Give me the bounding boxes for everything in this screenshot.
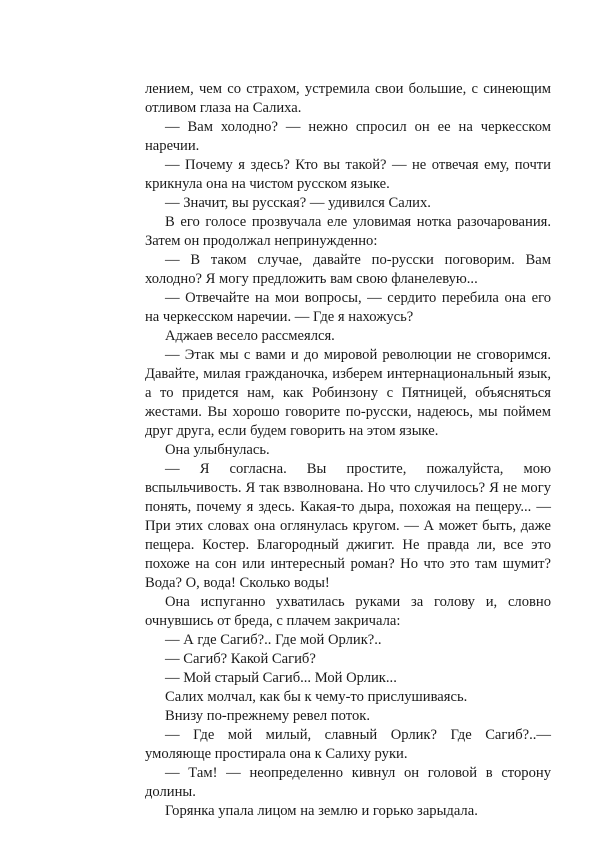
- paragraph: — В таком случае, давайте по-русски поговорим. Вам холодно? Я могу предложить вам свою фланелевую...: [145, 252, 551, 287]
- paragraph: — Сагиб? Какой Сагиб?: [165, 651, 316, 667]
- paragraph: Салих молчал, как бы к чему-то прислушиваясь.: [165, 689, 468, 705]
- body-text: [145, 80, 551, 821]
- paragraph: — Этак мы с вами и до мировой революции не сговоримся. Давайте, милая гражданочка, изберем интернациональный язык, а то придется нам, как Робинзону с Пятницей, объясняться жестами. Вы хорошо говорите по-русски, надеюсь, мы поймем друг друга, если будем говорить на этом языке.: [145, 347, 551, 439]
- paragraph: — Мой старый Сагиб... Мой Орлик...: [165, 670, 397, 686]
- paragraph: Она улыбнулась.: [165, 442, 270, 458]
- paragraph: — Значит, вы русская? — удивился Салих.: [165, 195, 431, 211]
- paragraph: Внизу по-прежнему ревел поток.: [165, 708, 370, 724]
- paragraph: — Почему я здесь? Кто вы такой? — не отвечая ему, почти крикнула она на чистом русском языке.: [145, 157, 551, 192]
- paragraph: — Вам холодно? — нежно спросил он ее на черкесском наречии.: [145, 119, 551, 154]
- paragraph: Она испуганно ухватилась руками за голову и, словно очнувшись от бреда, с плачем закричала:: [145, 594, 551, 629]
- paragraph: Горянка упала лицом на землю и горько зарыдала.: [165, 803, 478, 819]
- paragraph: Аджаев весело рассмеялся.: [165, 328, 335, 344]
- paragraph: — Там! — неопределенно кивнул он головой в сторону долины.: [145, 765, 551, 800]
- paragraph: — Где мой милый, славный Орлик? Где Сагиб?..— умоляюще простирала она к Салиху руки.: [145, 727, 551, 762]
- paragraph: — А где Сагиб?.. Где мой Орлик?..: [165, 632, 382, 648]
- paragraph: В его голосе прозвучала еле уловимая нотка разочарования. Затем он продолжал непринужденно:: [145, 214, 551, 249]
- paragraph: лением, чем со страхом, устремила свои большие, с синеющим отливом глаза на Салиха.: [145, 81, 551, 116]
- paragraph: — Отвечайте на мои вопросы, — сердито перебила она его на черкесском наречии. — Где я нахожусь?: [145, 290, 551, 325]
- paragraph: — Я согласна. Вы простите, пожалуйста, мою вспыльчивость. Я так взволнована. Но что случилось? Я не могу понять, почему я здесь. Какая-то дыра, похожая на пещеру... — При этих словах она оглянулась кругом. — А может быть, даже пещера. Костер. Благородный джигит. Не правда ли, все это похоже на сон или интересный роман? Но что это там шумит? Вода? О, вода! Сколько воды!: [145, 461, 551, 591]
